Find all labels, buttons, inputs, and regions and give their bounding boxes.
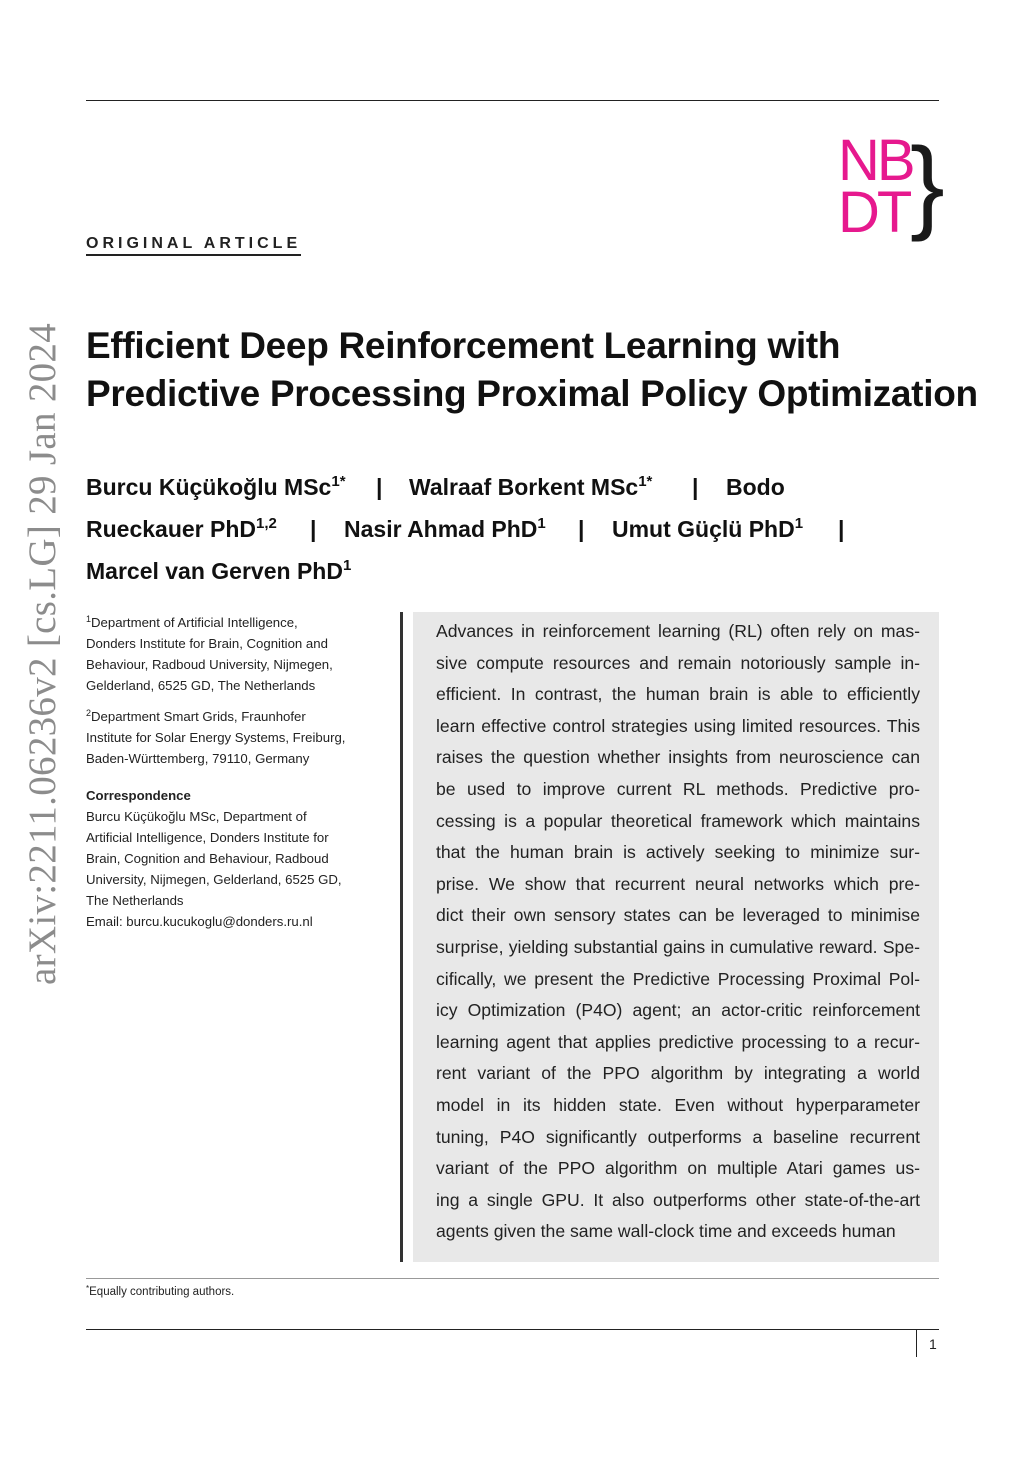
abstract-line: surprise, yielding substantial gains in cumulative reward. Spe- [436,936,920,957]
author-line [86,508,946,550]
arxiv-identifier[interactable]: arXiv:2211.06236v2 [cs.LG] 29 Jan 2024 [21,322,64,985]
affiliation: $^2$Department Smart Grids, Fraunhofer Institute for Solar Energy Systems, Freiburg, Baden-Württemberg, 79110, Germany [86,708,346,766]
abstract-line: cifically, we present the Predictive Processing Proximal Pol- [436,968,920,989]
abstract-line: learning agent that applies predictive processing to a recur- [436,1031,920,1052]
title-line: Predictive Processing Proximal Policy Optimization [86,373,978,414]
logo-brace: } [910,127,945,243]
abstract-text [436,616,920,1248]
abstract-bar [400,612,403,1262]
correspondence: Correspondence Burcu Küçükoğlu MSc, Department of Artificial Intelligence, Donders Institute for Brain, Cognition and Behaviour, Radboud University, Nijmegen, Gelderland, 6525 GD, The Netherlands Email: burcu.kucukoglu@donders.ru.nl [86,785,386,932]
author-separator: | [310,516,317,542]
author: Bodo [726,474,785,500]
author-separator: | [578,516,585,542]
author-separator: | [692,474,699,500]
author: Rueckauer PhD$^{1,2}$ [86,515,277,542]
abstract-line: Advances in reinforcement learning (RL) often rely on mas- [436,621,920,641]
author-line [86,550,946,592]
abstract-line: sive compute resources and remain notoriously sample in- [436,652,920,673]
author: Umut Güçlü PhD$^1$ [612,515,804,542]
author: Nasir Ahmad PhD$^1$ [344,515,546,542]
abstract-line: variant of the PPO algorithm on multiple Atari games us- [436,1158,920,1179]
correspondence-email[interactable]: Email: burcu.kucukoglu@donders.ru.nl [86,914,313,929]
footnote: *Equally contributing authors. [86,1284,235,1298]
abstract-line: raises the question whether insights from neuroscience can [436,747,920,768]
title-line: Efficient Deep Reinforcement Learning with [86,325,841,366]
abstract-line: cessing is a popular theoretical framework which maintains [436,810,920,831]
affiliation: $^1$Department of Artificial Intelligence, Donders Institute for Brain, Cognition and Behaviour, Radboud University, Nijmegen, Gelderland, 6525 GD, The Netherlands [86,614,333,693]
abstract-line: rent variant of the PPO algorithm by integrating a world [436,1063,920,1084]
author-separator: | [376,474,383,500]
abstract-line: that the human brain is actively seeking to minimize sur- [436,842,920,863]
article-type-label: ORIGINAL ARTICLE [86,235,301,256]
abstract-line: icy Optimization (P4O) agent; an actor-critic reinforcement [436,1000,920,1021]
author-separator: | [838,516,845,542]
abstract-line: learn effective control strategies using limited resources. This [436,715,920,736]
affiliations-column [86,612,386,932]
abstract-line: efficient. In contrast, the human brain is able to efficiently [436,684,920,705]
author: Marcel van Gerven PhD$^1$ [86,557,352,584]
author-list [86,466,946,592]
logo-line-1: NB [838,128,913,193]
logo-line-2: DT [838,180,910,245]
top-rule [86,100,939,101]
page-number: 1 [929,1336,937,1352]
abstract-line: tuning, P4O significantly outperforms a baseline recurrent [436,1126,920,1147]
abstract-line: dict their own sensory states can be leveraged to minimise [436,905,920,926]
page-number-divider [916,1330,917,1357]
bottom-rule [86,1329,939,1330]
abstract-line: model in its hidden state. Even without hyperparameter [436,1094,920,1115]
nbdt-logo [838,127,945,245]
footnote-rule [86,1278,939,1279]
author-line [86,466,946,508]
abstract-line: prise. We show that recurrent neural networks which pre- [436,873,920,894]
abstract-line: be used to improve current RL methods. Predictive pro- [436,778,920,799]
author: Burcu Küçükoğlu MSc$^{1*}$ [86,473,346,500]
author: Walraaf Borkent MSc$^{1*}$ [409,473,653,500]
abstract-line: agents given the same wall-clock time and exceeds human [436,1221,896,1242]
paper-title [86,322,978,418]
correspondence-heading: Correspondence [86,788,191,803]
abstract-line: ing a single GPU. It also outperforms other state-of-the-art [436,1189,920,1210]
